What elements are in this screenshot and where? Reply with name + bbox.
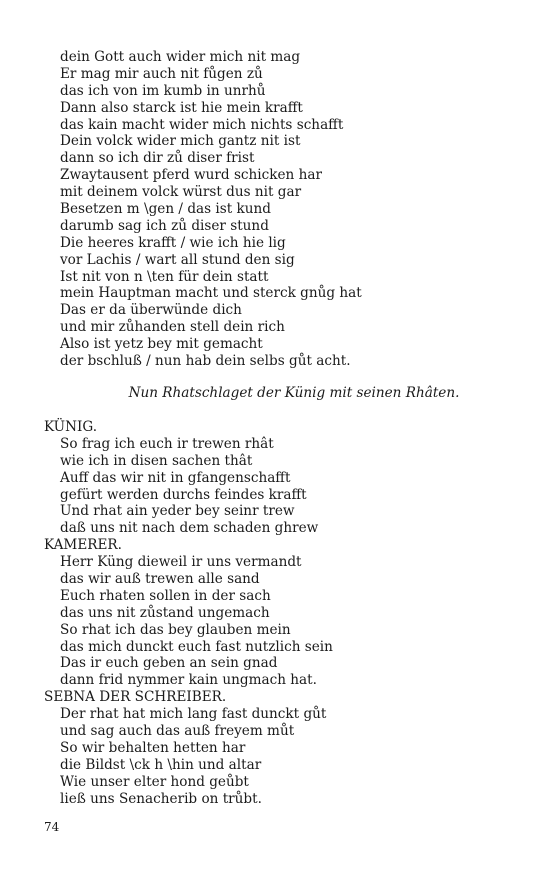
verse-line: daß uns nit nach dem schaden ghrew	[60, 520, 319, 537]
verse-line: und sag auch das auß freyem můt	[60, 723, 295, 740]
verse-line: Ist nit von n \ten für dein statt	[60, 268, 269, 285]
verse-line: gefürt werden durchs feindes krafft	[60, 486, 307, 503]
verse-line: das kain macht wider mich nichts schafft	[60, 116, 344, 133]
dialogue-block	[0, 419, 550, 807]
verse-line: die Bildst \ck h \hin und altar	[60, 756, 262, 773]
verse-line: Also ist yetz bey mit gemacht	[60, 336, 263, 353]
verse-line: Er mag mir auch nit fůgen zů	[60, 65, 263, 82]
page-number: 74	[44, 820, 60, 834]
verse-line: So wir behalten hetten har	[60, 739, 246, 756]
verse-block-1	[0, 49, 550, 370]
verse-line: mit deinem volck würst dus nit gar	[60, 184, 302, 201]
verse-line: dein Gott auch wider mich nit mag	[60, 49, 301, 65]
verse-line: das mich dunckt euch fast nutzlich sein	[60, 638, 333, 655]
verse-line: Auff das wir nit in gfangenschafft	[60, 469, 291, 486]
verse-line: Dein volck wider mich gantz nit ist	[60, 133, 301, 150]
stage-direction: Nun Rhatschlaget der Künig mit seinen Rhâten.	[128, 385, 460, 401]
verse-line: dann frid nymmer kain ungmach hat.	[60, 672, 317, 689]
verse-line: Die heeres krafft / wie ich hie lig	[60, 234, 286, 251]
verse-line: das ich von im kumb in unrhů	[60, 82, 266, 99]
verse-line: Wie unser elter hond geůbt	[60, 773, 249, 790]
verse-line: und mir zůhanden stell dein rich	[60, 319, 285, 336]
verse-line: Der rhat hat mich lang fast dunckt gůt	[60, 706, 327, 723]
verse-line: vor Lachis / wart all stund den sig	[60, 251, 295, 268]
verse-line: darumb sag ich zů diser stund	[60, 217, 269, 234]
verse-line: So rhat ich das bey glauben mein	[60, 621, 291, 638]
speaker-name: SEBNA DER SCHREIBER.	[44, 689, 227, 706]
verse-line: Euch rhaten sollen in der sach	[60, 587, 271, 604]
verse-line: ließ uns Senacherib on trůbt.	[60, 790, 262, 807]
verse-line: Zwaytausent pferd wurd schicken har	[60, 167, 322, 184]
verse-line: das wir auß trewen alle sand	[60, 571, 260, 588]
verse-line: das uns nit zůstand ungemach	[60, 604, 270, 621]
verse-line: Das er da überwünde dich	[60, 302, 242, 319]
verse-line: Besetzen m \gen / das ist kund	[60, 201, 271, 218]
verse-line: Dann also starck ist hie mein krafft	[60, 99, 303, 116]
verse-line: der bschluß / nun hab dein selbs gůt acht.	[60, 353, 351, 370]
verse-line: mein Hauptman macht und sterck gnůg hat	[60, 285, 362, 302]
verse-line: Herr Küng dieweil ir uns vermandt	[60, 554, 302, 571]
verse-line: dann so ich dir zů diser frist	[60, 150, 255, 167]
verse-line: wie ich in disen sachen thât	[60, 452, 253, 469]
speaker-name: KAMERER.	[44, 537, 122, 554]
verse-line: Das ir euch geben an sein gnad	[60, 655, 278, 672]
speaker-name: KÜNIG.	[44, 419, 98, 435]
verse-line: Und rhat ain yeder bey seinr trew	[60, 503, 295, 520]
verse-line: So frag ich euch ir trewen rhât	[60, 435, 274, 452]
